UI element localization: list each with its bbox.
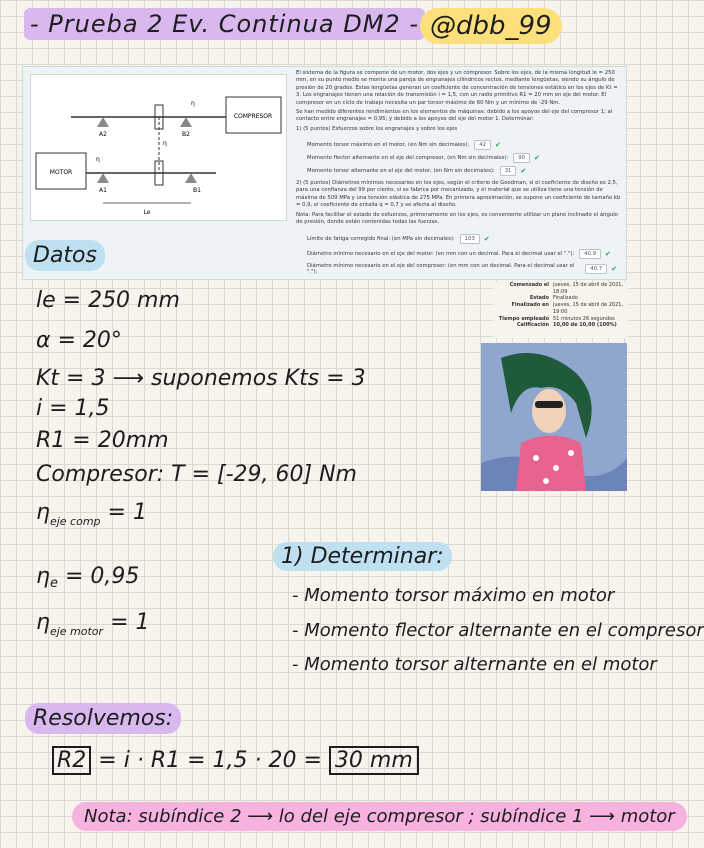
question-label: Diámetro mínimo necesario en el eje del compresor: (en mm con un decimal. Para el decimal usar el "."): — [307, 263, 575, 275]
quiz-result-summary — [493, 282, 628, 338]
datos-heading: Datos — [25, 240, 105, 271]
datos-kt: Kt = 3 ⟶ suponemos Kts = 3 — [36, 366, 366, 391]
datos-alpha: α = 20° — [36, 328, 122, 353]
check-icon: ✔ — [494, 141, 501, 149]
check-icon: ✔ — [483, 235, 490, 243]
check-icon: ✔ — [534, 154, 540, 162]
question-label: Momento torsor alternante en el eje del motor, (en Nm sin decimales): — [307, 168, 495, 174]
answer-field[interactable]: 90 — [513, 153, 530, 163]
answer-field[interactable]: 40.7 — [585, 264, 607, 274]
support-b2-label: B2 — [182, 131, 190, 138]
eta-m-label: η — [96, 156, 100, 163]
nota-note: Nota: subíndice 2 ⟶ lo del eje compresor ; subíndice 1 ⟶ motor — [72, 802, 687, 831]
le-dimension-label: Le — [143, 209, 151, 216]
author-handle: @dbb_99 — [420, 8, 562, 44]
check-icon: ✔ — [604, 250, 611, 258]
eta-e-label: η — [163, 140, 167, 147]
motor-label: MOTOR — [49, 169, 73, 176]
check-icon: ✔ — [611, 265, 617, 273]
problem-part2 — [296, 180, 622, 228]
question-label: Momento flector alternante en el eje del compresor, (en Nm sin decimales): — [307, 155, 509, 161]
page-title: - Prueba 2 Ev. Continua DM2 - — [24, 10, 425, 38]
result-row: Finalizado en jueves, 15 de abril de 2021, 19:00 — [511, 302, 624, 315]
datos-le: le = 250 mm — [36, 288, 180, 313]
mechanism-diagram-svg — [31, 75, 286, 220]
determinar-item: - Momento torsor máximo en motor — [292, 585, 615, 606]
support-a2-label: A2 — [99, 131, 107, 138]
problem-paragraph: Nota: Para facilitar el estado de esfuerzos, primeramente en los ejes, es conveniente utilizar un plano inclinado el ángulo de presión, donde están contenidas todas las fuerzas. — [296, 211, 618, 226]
support-a1-label: A1 — [99, 187, 107, 194]
result-row: Comenzado el jueves, 15 de abril de 2021, 18:09 — [509, 282, 624, 295]
compresor-label: COMPRESOR — [233, 113, 273, 120]
problem-statement — [296, 70, 622, 135]
problem-paragraph: 2) (5 puntos) Diámetros mínimos necesarios en los ejes, según el criterio de Goodman, si el coeficiente de diseño es 2,5, para una confianza del 99 por ciento, si se fabrica por mecanizado, y el material que se utiliza tiene una tensión de máxima de 509 MPa y una tensión elástica de 275 MPa. En primera aproximación, se supone un coeficiente de tamaño kb = 0,9, el coeficiente de entalla q = 0,7 y se afecta al diseño. — [296, 180, 621, 209]
eta-c-label: η — [191, 100, 195, 107]
check-icon: ✔ — [520, 167, 527, 175]
support-b1-label: B1 — [193, 187, 201, 194]
mechanism-diagram — [30, 74, 287, 221]
q2-row-0 — [307, 233, 617, 245]
question-label: Límite de fatiga corregido final: (en MPa sin decimales): — [307, 236, 455, 242]
datos-i: i = 1,5 — [36, 396, 110, 421]
problem-paragraph: Se han medido diferentes rendimientos en los elementos de máquinas: debido a los apoyos del eje del compresor 1; al contacto entre engranajes = 0,95; y debido a los apoyos del eje del motor 1. Determinar: — [296, 109, 613, 123]
answer-field[interactable]: 31 — [500, 166, 517, 176]
datos-eta-motor: $\eta_{eje motor} = 1$ — [36, 610, 150, 638]
cartoon-image — [481, 343, 627, 491]
resolvemos-heading: Resolvemos: — [25, 703, 181, 734]
answer-field[interactable]: 40.9 — [579, 249, 601, 259]
result-row: Calificación 10,00 de 10,00 (100%) — [516, 322, 617, 329]
datos-compresor: Compresor: T = [-29, 60] Nm — [36, 462, 357, 487]
result-row: Tiempo empleado 51 minutos 26 segundos — [498, 315, 615, 322]
answer-field[interactable]: 42 — [474, 140, 491, 150]
problem-paragraph: El sistema de la figura se compone de un motor, dos ejes y un compresor. Sobre los ejes, de la misma longitud le = 250 mm, en su punto medio se monta una pareja de engranajes cilíndricos rectos, mediante lengüetas, siendo su ángulo de presión de 20 grados. Estas lengüetas generan un coeficiente de concentración de tensiones estático en los ejes de Kt = 3. Los engranajes tienen una relación de transmisión i = 1,5, con un radio primitivo R1 = 20 mm en eje del motor. El compresor en un ciclo de trabajo necesita un par torsor máximo de 60 Nm y un mínimo de -29 Nm. — [296, 70, 618, 106]
q1-row-1 — [307, 152, 617, 164]
determinar-heading: 1) Determinar: — [273, 542, 452, 571]
datos-eta-e: $\eta_e = 0,95$ — [36, 564, 140, 591]
formula-r2: R2 = i · R1 = 1,5 · 20 = 30 mm — [52, 748, 419, 773]
determinar-item: - Momento flector alternante en el compresor — [292, 620, 704, 641]
datos-eta-comp: $\eta_{eje comp} = 1$ — [36, 500, 147, 528]
cartoon-image-svg — [481, 343, 627, 491]
question-label: Diámetro mínimo necesario en el eje del motor: (en mm con un decimal. Para el decimal usar el "."): — [307, 251, 575, 257]
problem-paragraph: 1) (5 puntos) Esfuerzos sobre los engranajes y sobre los ejes — [296, 125, 458, 132]
q1-row-2 — [307, 165, 617, 177]
result-row: Estado Finalizado — [529, 295, 578, 302]
determinar-item: - Momento torsor alternante en el motor — [292, 654, 657, 675]
datos-r1: R1 = 20mm — [36, 428, 169, 453]
answer-field[interactable]: 103 — [460, 234, 480, 244]
q2-row-2 — [307, 263, 617, 275]
q1-row-0 — [307, 139, 617, 151]
question-label: Momento torsor máximo en el motor, (en Nm sin decimales): — [307, 142, 470, 148]
q2-row-1 — [307, 248, 617, 260]
